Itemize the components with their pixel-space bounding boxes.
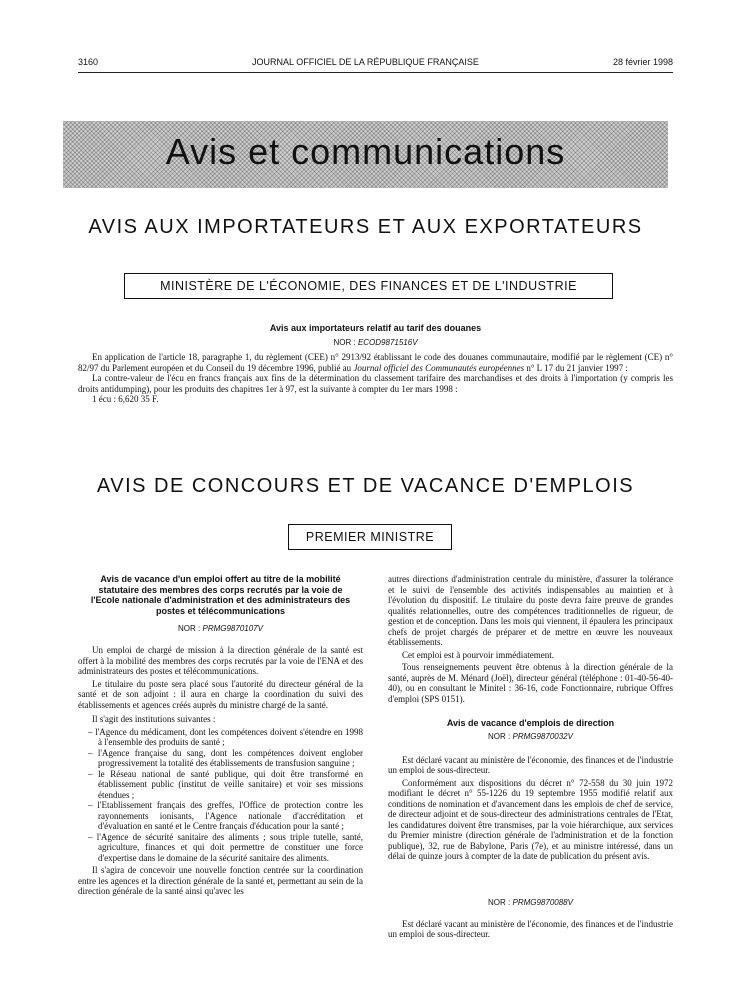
nor-label: NOR :	[178, 624, 201, 633]
paragraph: autres directions d'administration centrale du ministère, d'assurer la tolérance et le suivi de l'ensemble des activités indispensables au maintien et à l'évolution du dispositif. Le titulaire du poste devra faire preuve de grandes qualités relationnelles, outre des compétences traditionnelles de rigueur, de gestion et de conception. Dans les mois qui viennent, il épaulera les principaux chefs de projet chargés de préparer et de mettre en œuvre les nouveaux établissements.	[388, 574, 673, 647]
nor-label: NOR :	[333, 338, 356, 347]
paragraph: Conformément aux dispositions du décret n° 72-558 du 30 juin 1972 modifiant le décret n° 55-1226 du 19 septembre 1955 modifié relatif aux conditions de nomination et d'avancement dans les emplois de chef de service, de directeur adjoint et de sous-directeur des administrations centrales de l'Etat, les candidatures doivent être transmises, par la voie hiérarchique, aux services du Premier ministre (direction générale de l'administration et de la fonction publique), 32, rue de Babylone, Paris (7e), et au ministre intéressé, dans un délai de quinze jours à compter de la date de publication du présent avis.	[388, 777, 673, 861]
nor-label: NOR :	[488, 897, 511, 907]
notice-body-douanes	[78, 352, 673, 405]
exchange-rate: 1 écu : 6,620 35 F.	[92, 394, 159, 404]
paragraph: Est déclaré vacant au ministère de l'économie, des finances et de l'industrie un emploi de sous-directeur.	[388, 754, 673, 775]
ministry-name: MINISTÈRE DE L'ÉCONOMIE, DES FINANCES ET DE L'INDUSTRIE	[160, 279, 577, 293]
nor-reference	[388, 898, 673, 907]
nor-code: ECOD9871516V	[357, 338, 418, 347]
left-column	[78, 574, 363, 899]
notice-title-douanes: Avis aux importateurs relatif au tarif des douanes	[269, 323, 482, 333]
ministry-box	[124, 273, 613, 299]
paragraph-text: En application de l'article 18, paragraphe 1, du règlement (CEE) n° 2913/92 établissant le code des douanes communautaire, modifié par le règlement (CE) n° 82/97 du Parlement européen et du Conseil du 19 décembre 1996, publié au	[78, 352, 673, 373]
nor-code: PRMG9870032V	[512, 731, 573, 741]
right-column	[388, 574, 673, 942]
banner-title: Avis et communications	[165, 131, 566, 172]
list-item: – l'Agence de sécurité sanitaire des aliments ; sous triple tutelle, santé, agriculture, finances et qui doit permettre de constituer une force d'expertise dans le domaine de la sécurité sanitaire des aliments.	[78, 832, 363, 864]
nor-reference	[388, 732, 673, 741]
journal-title: JOURNAL OFFICIEL DE LA RÉPUBLIQUE FRANÇAISE	[252, 57, 479, 67]
paragraph-text: n° L 17 du 21 janvier 1997 :	[524, 362, 628, 373]
paragraph	[78, 352, 673, 373]
section-title-concours: AVIS DE CONCOURS ET DE VACANCE D'EMPLOIS	[96, 475, 635, 497]
paragraph: Le titulaire du poste sera placé sous l'autorité du directeur général de la santé et de son adjoint : il aura en charge la coordination du suivi des établissements et agences créés auprès du ministre chargé de la santé.	[78, 678, 363, 710]
paragraph: Cet emploi est à pourvoir immédiatement.	[402, 649, 554, 660]
paragraph: Il s'agit des institutions suivantes :	[92, 714, 216, 724]
nor-label: NOR :	[488, 731, 511, 741]
page-number: 3160	[78, 57, 99, 67]
journal-reference: Journal officiel des Communautés européennes	[353, 362, 525, 373]
issue-date: 28 février 1998	[612, 57, 673, 67]
list-item: – l'Agence du médicament, dont les compétences doivent s'étendre en 1998 à l'ensemble des produits de santé ;	[78, 727, 363, 748]
paragraph: Est déclaré vacant au ministère de l'économie, des finances et de l'industrie un emploi de sous-directeur.	[388, 918, 673, 939]
vacancy-title: Avis de vacance d'un emploi offert au titre de la mobilité statutaire des membres des corps recrutés par la voie de l'Ecole nationale d'administration et des administrateurs des postes et télécommunications	[90, 574, 351, 616]
vacancy-title-direction: Avis de vacance d'emplois de direction	[446, 718, 615, 728]
list-item: – l'Agence française du sang, dont les compétences doivent englober progressivement la totalité des établissements de transfusion sanguine ;	[78, 748, 363, 769]
header-rule	[78, 72, 673, 73]
paragraph: La contre-valeur de l'écu en francs français aux fins de la détermination du classement tarifaire des marchandises et des droits à l'importation (y compris les droits antidumping), pour les produits des chapitres 1er à 97, est la suivante à compter du 1er mars 1998 :	[78, 373, 673, 394]
paragraph: Tous renseignements peuvent être obtenus à la direction générale de la santé, auprès de M. Ménard (Joël), directeur général (téléphone : 01-40-56-40-40), ou en consultant le Minitel : 36-16, code Fonctionnaire, rubrique Offres d'emploi (SPS 0151).	[388, 662, 673, 704]
paragraph: Il s'agira de concevoir une nouvelle fonction centrée sur la coordination entre les agences et la direction générale de la santé et, permettant au sein de la direction générale de la santé ainsi qu'avec les	[78, 865, 363, 896]
nor-code: PRMG9870107V	[202, 624, 263, 633]
section-title-importateurs: AVIS AUX IMPORTATEURS ET AUX EXPORTATEURS	[88, 216, 643, 238]
list-item: – le Réseau national de santé publique, qui doit être transformé en établissement public (institut de veille sanitaire) et voir ses missions étendues ;	[78, 769, 363, 801]
ministry-box-premier	[288, 524, 452, 550]
paragraph: Un emploi de chargé de mission à la direction générale de la santé est offert à la mobilité des membres des corps recrutés par la voie de l'ENA et des administrateurs des postes et télécommunications.	[78, 645, 363, 676]
ministry-name: PREMIER MINISTRE	[305, 530, 435, 544]
institution-list	[78, 727, 363, 864]
nor-reference	[78, 624, 363, 633]
list-item: – l'Etablissement français des greffes, l'Office de protection contre les rayonnements ionisants, l'Agence nationale d'accréditation et d'évaluation en santé et le Centre français d'éducation pour la santé ;	[78, 800, 363, 832]
section-banner	[63, 121, 668, 188]
nor-reference	[78, 338, 673, 347]
nor-code: PRMG9870088V	[512, 897, 573, 907]
